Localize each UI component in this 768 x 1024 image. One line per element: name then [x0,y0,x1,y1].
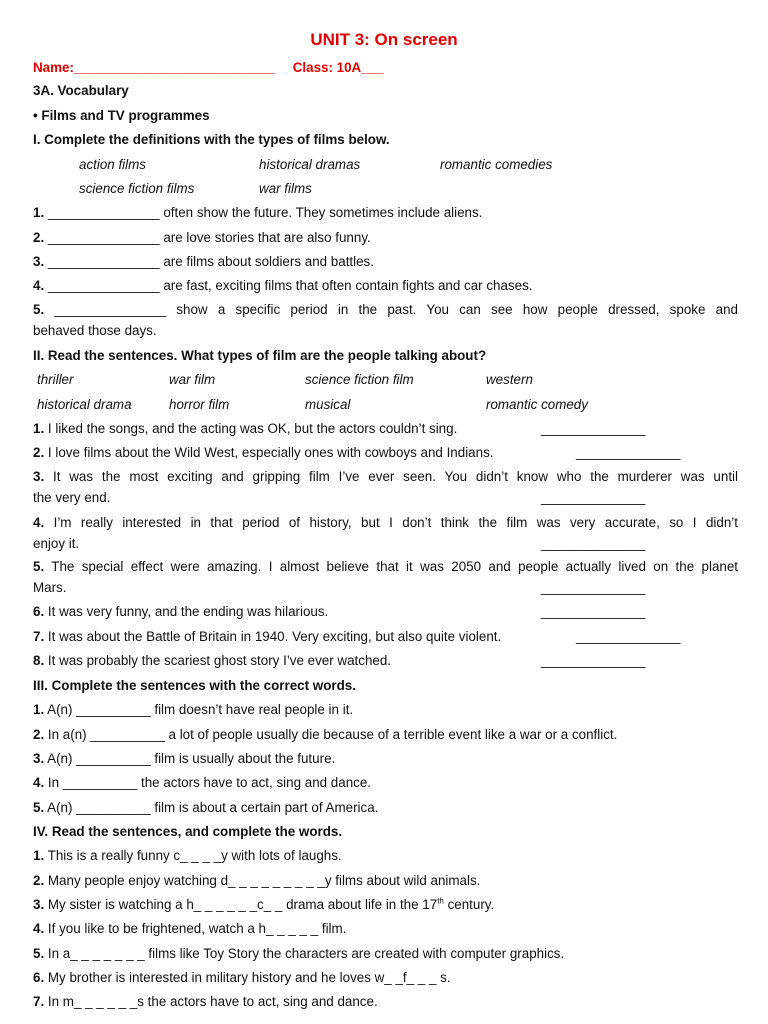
part1-option: romantic comedies [440,157,553,172]
part2-option: science fiction film [305,372,414,387]
part1-heading: I. Complete the definitions with the types of films below. [33,132,390,147]
part2-option: romantic comedy [486,397,588,412]
part4-item: 5. In a_ _ _ _ _ _ _ films like Toy Story the characters are created with computer graphics. [33,946,565,961]
part2-item: 3. It was the most exciting and gripping film I’ve ever seen. You didn’t know who the murderer was until [33,469,738,484]
answer-blank[interactable]: ______________ [541,653,646,668]
part3-item: 3. A(n) __________ film is usually about the future. [33,751,336,766]
answer-blank[interactable]: ______________ [541,490,646,505]
page-title: UNIT 3: On screen [310,30,458,49]
part3-item: 4. In __________ the actors have to act, sing and dance. [33,775,372,790]
part1-item: 4. _______________ are fast, exciting films that often contain fights and car chases. [33,278,533,293]
part2-item: 4. I’m really interested in that period of history, but I don’t think the film was very accurate, so I didn’t [33,515,738,530]
part1-item: 5. _______________ show a specific period in the past. You can see how people dressed, spoke and [33,302,738,317]
part3-item: 1. A(n) __________ film doesn’t have real people in it. [33,702,354,717]
part4-item: 1. This is a really funny c_ _ _ _y with lots of laughs. [33,848,342,863]
answer-blank[interactable]: ______________ [541,421,646,436]
part2-option: horror film [169,397,230,412]
part1-item-continued: behaved those days. [33,323,157,338]
part4-item: 4. If you like to be frightened, watch a h_ _ _ _ _ film. [33,921,347,936]
part2-option: thriller [37,372,74,387]
answer-blank[interactable]: ______________ [576,445,681,460]
name-field: Name:___________________________ [33,60,276,75]
part4-item: 6. My brother is interested in military history and he loves w_ _f_ _ _ s. [33,970,451,985]
subsection-heading: • Films and TV programmes [33,108,210,123]
answer-blank[interactable]: ______________ [541,604,646,619]
part2-option: musical [305,397,351,412]
name-line [33,59,738,77]
part2-option: western [486,372,533,387]
part2-item: 1. I liked the songs, and the acting was OK, but the actors couldn’t sing. [33,421,458,436]
class-field: Class: 10A___ [292,60,384,75]
part2-option: war film [169,372,216,387]
part1-option: war films [259,181,312,196]
part2-item: 6. It was very funny, and the ending was hilarious. [33,604,329,619]
part2-item: 2. I love films about the Wild West, especially ones with cowboys and Indians. [33,445,494,460]
section-heading: 3A. Vocabulary [33,83,129,98]
part1-item: 2. _______________ are love stories that are also funny. [33,230,371,245]
part2-option: historical drama [37,397,132,412]
part2-item-continued: the very end. [33,490,111,505]
part3-heading: III. Complete the sentences with the correct words. [33,678,356,693]
answer-blank[interactable]: ______________ [541,536,646,551]
part2-item: 5. The special effect were amazing. I almost believe that it was 2050 and people actually lived on the planet [33,559,738,574]
part4-item: 7. In m_ _ _ _ _ _s the actors have to act, sing and dance. [33,994,378,1009]
part1-item: 1. _______________ often show the future. They sometimes include aliens. [33,205,483,220]
part3-item: 2. In a(n) __________ a lot of people usually die because of a terrible event like a war or a conflict. [33,727,618,742]
answer-blank[interactable]: ______________ [576,629,681,644]
part1-option: action films [79,157,146,172]
part2-item-continued: enjoy it. [33,536,80,551]
part1-item: 3. _______________ are films about soldiers and battles. [33,254,374,269]
part4-item: 3. My sister is watching a h_ _ _ _ _ _c_ _ drama about life in the 17th century. [33,896,495,912]
part2-item: 8. It was probably the scariest ghost story I’ve ever watched. [33,653,392,668]
part4-item: 2. Many people enjoy watching d_ _ _ _ _ _ _ _ _y films about wild animals. [33,873,481,888]
part2-item-continued: Mars. [33,580,67,595]
part3-item: 5. A(n) __________ film is about a certain part of America. [33,800,379,815]
part2-item: 7. It was about the Battle of Britain in 1940. Very exciting, but also quite violent. [33,629,502,644]
part4-heading: IV. Read the sentences, and complete the words. [33,824,343,839]
answer-blank[interactable]: ______________ [541,580,646,595]
part2-heading: II. Read the sentences. What types of film are the people talking about? [33,348,487,363]
part1-option: historical dramas [259,157,361,172]
part1-option: science fiction films [79,181,195,196]
